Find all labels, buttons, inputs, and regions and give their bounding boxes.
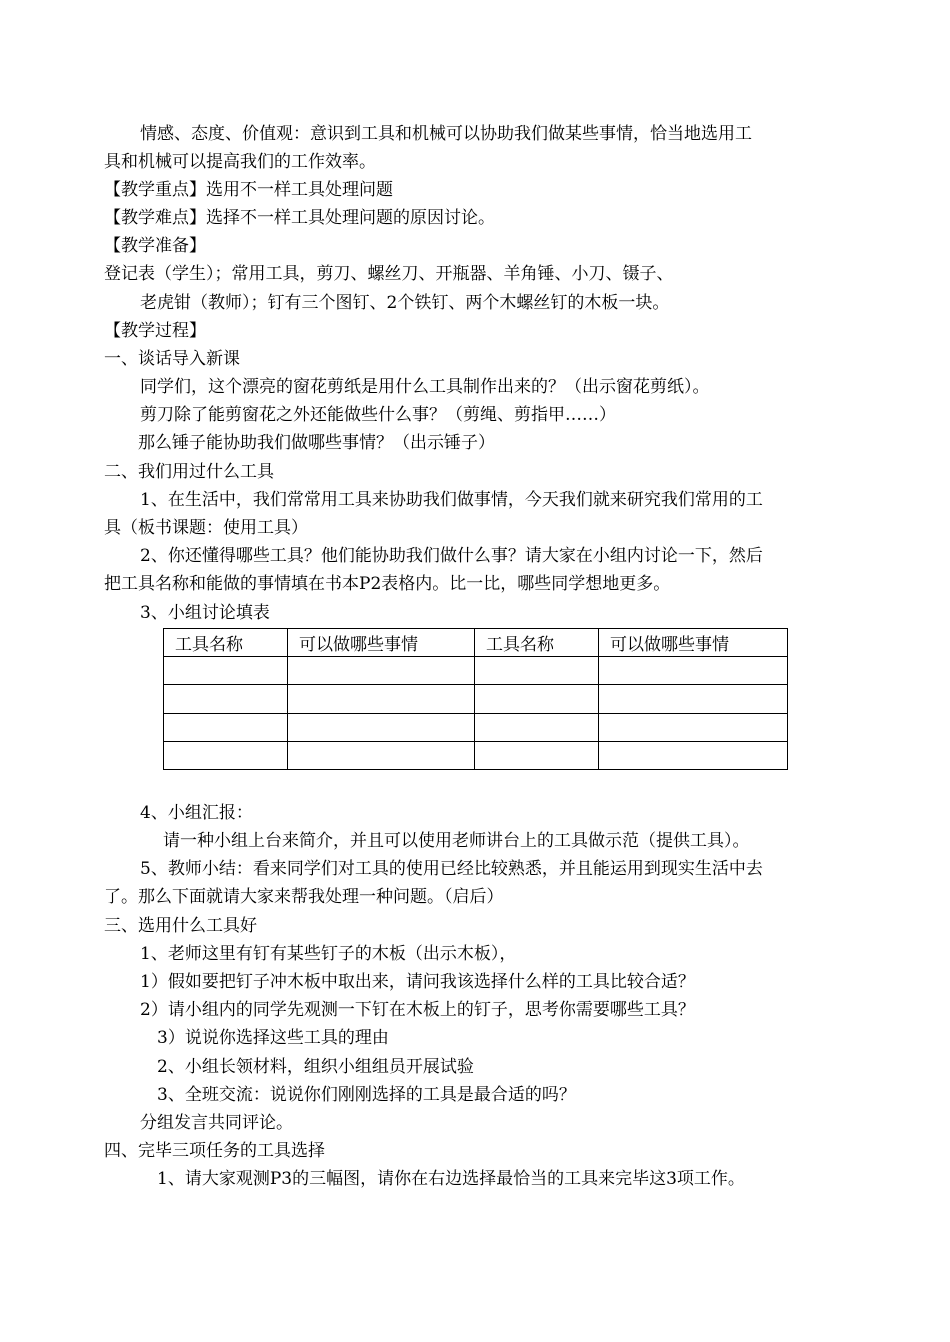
paragraph-line: 请一种小组上台来简介，并且可以使用老师讲台上的工具做示范（提供工具）。 (163, 831, 750, 851)
paragraph-line: 3、全班交流：说说你们刚刚选择的工具是最合适的吗？ (157, 1085, 576, 1105)
table-header-cell: 可以做哪些事情 (288, 629, 475, 657)
section-heading: 【教学难点】选择不一样工具处理问题的原因讨论。 (104, 208, 495, 228)
table-cell (475, 741, 599, 769)
paragraph-line: 2）请小组内的同学先观测一下钉在木板上的钉子，思考你需要哪些工具？ (140, 1000, 695, 1020)
paragraph-line: 老虎钳（教师）；钉有三个图钉、2个铁钉、两个木螺丝钉的木板一块。 (140, 293, 670, 313)
paragraph-line: 1、请大家观测P3的三幅图，请你在右边选择最恰当的工具来完毕这3项工作。 (157, 1169, 745, 1189)
paragraph-line: 具和机械可以提高我们的工作效率。 (104, 152, 376, 172)
table-cell (164, 713, 288, 741)
table-cell (475, 713, 599, 741)
section-heading: 四、完毕三项任务的工具选择 (104, 1141, 325, 1161)
paragraph-line: 那么锤子能协助我们做哪些事情？（出示锤子） (138, 433, 495, 453)
paragraph-line: 2、你还懂得哪些工具？他们能协助我们做什么事？请大家在小组内讨论一下，然后 (140, 546, 763, 566)
table-cell (164, 657, 288, 685)
table-cell (599, 713, 788, 741)
table-cell (288, 657, 475, 685)
section-heading: 【教学重点】选用不一样工具处理问题 (104, 180, 393, 200)
table-cell (599, 741, 788, 769)
table-cell (288, 685, 475, 713)
table-header-cell: 可以做哪些事情 (599, 629, 788, 657)
table-row (164, 713, 788, 741)
table-cell (288, 741, 475, 769)
paragraph-line: 登记表（学生）；常用工具，剪刀、螺丝刀、开瓶器、羊角锤、小刀、镊子、 (104, 264, 674, 284)
paragraph-line: 3、小组讨论填表 (140, 603, 270, 623)
table-cell (599, 657, 788, 685)
table-cell (475, 685, 599, 713)
paragraph-line: 4、小组汇报： (140, 803, 253, 823)
paragraph-line: 1）假如要把钉子冲木板中取出来，请问我该选择什么样的工具比较合适？ (140, 972, 695, 992)
table-row (164, 657, 788, 685)
paragraph-line: 剪刀除了能剪窗花之外还能做些什么事？（剪绳、剪指甲……） (140, 405, 616, 425)
table-row (164, 685, 788, 713)
paragraph-line: 3）说说你选择这些工具的理由 (157, 1028, 389, 1048)
paragraph-line: 分组发言共同评论。 (140, 1113, 293, 1133)
table-header-cell: 工具名称 (475, 629, 599, 657)
paragraph-line: 同学们，这个漂亮的窗花剪纸是用什么工具制作出来的？（出示窗花剪纸）。 (140, 377, 710, 397)
table-header-row (164, 629, 788, 657)
section-heading: 【教学准备】 (104, 236, 206, 256)
paragraph-line: 具（板书课题：使用工具） (104, 518, 308, 538)
table-cell (599, 685, 788, 713)
paragraph-line: 了。那么下面就请大家来帮我处理一种问题。（启后） (104, 887, 504, 907)
table-cell (288, 713, 475, 741)
paragraph-line: 情感、态度、价值观：意识到工具和机械可以协助我们做某些事情，恰当地选用工 (140, 124, 752, 144)
section-heading: 三、选用什么工具好 (104, 916, 257, 936)
paragraph-line: 5、教师小结：看来同学们对工具的使用已经比较熟悉，并且能运用到现实生活中去 (140, 859, 763, 879)
table-cell (164, 741, 288, 769)
table-cell (475, 657, 599, 685)
paragraph-line: 1、老师这里有钉有某些钉子的木板（出示木板）， (140, 944, 517, 964)
tool-table (163, 628, 788, 770)
paragraph-line: 2、小组长领材料，组织小组组员开展试验 (157, 1057, 474, 1077)
table-header-cell: 工具名称 (164, 629, 288, 657)
section-heading: 一、谈话导入新课 (104, 349, 240, 369)
table-cell (164, 685, 288, 713)
table-row (164, 741, 788, 769)
paragraph-line: 把工具名称和能做的事情填在书本P2表格内。比一比，哪些同学想地更多。 (104, 574, 671, 594)
section-heading: 【教学过程】 (104, 321, 206, 341)
paragraph-line: 1、在生活中，我们常常用工具来协助我们做事情，今天我们就来研究我们常用的工 (140, 490, 763, 510)
section-heading: 二、我们用过什么工具 (104, 462, 274, 482)
